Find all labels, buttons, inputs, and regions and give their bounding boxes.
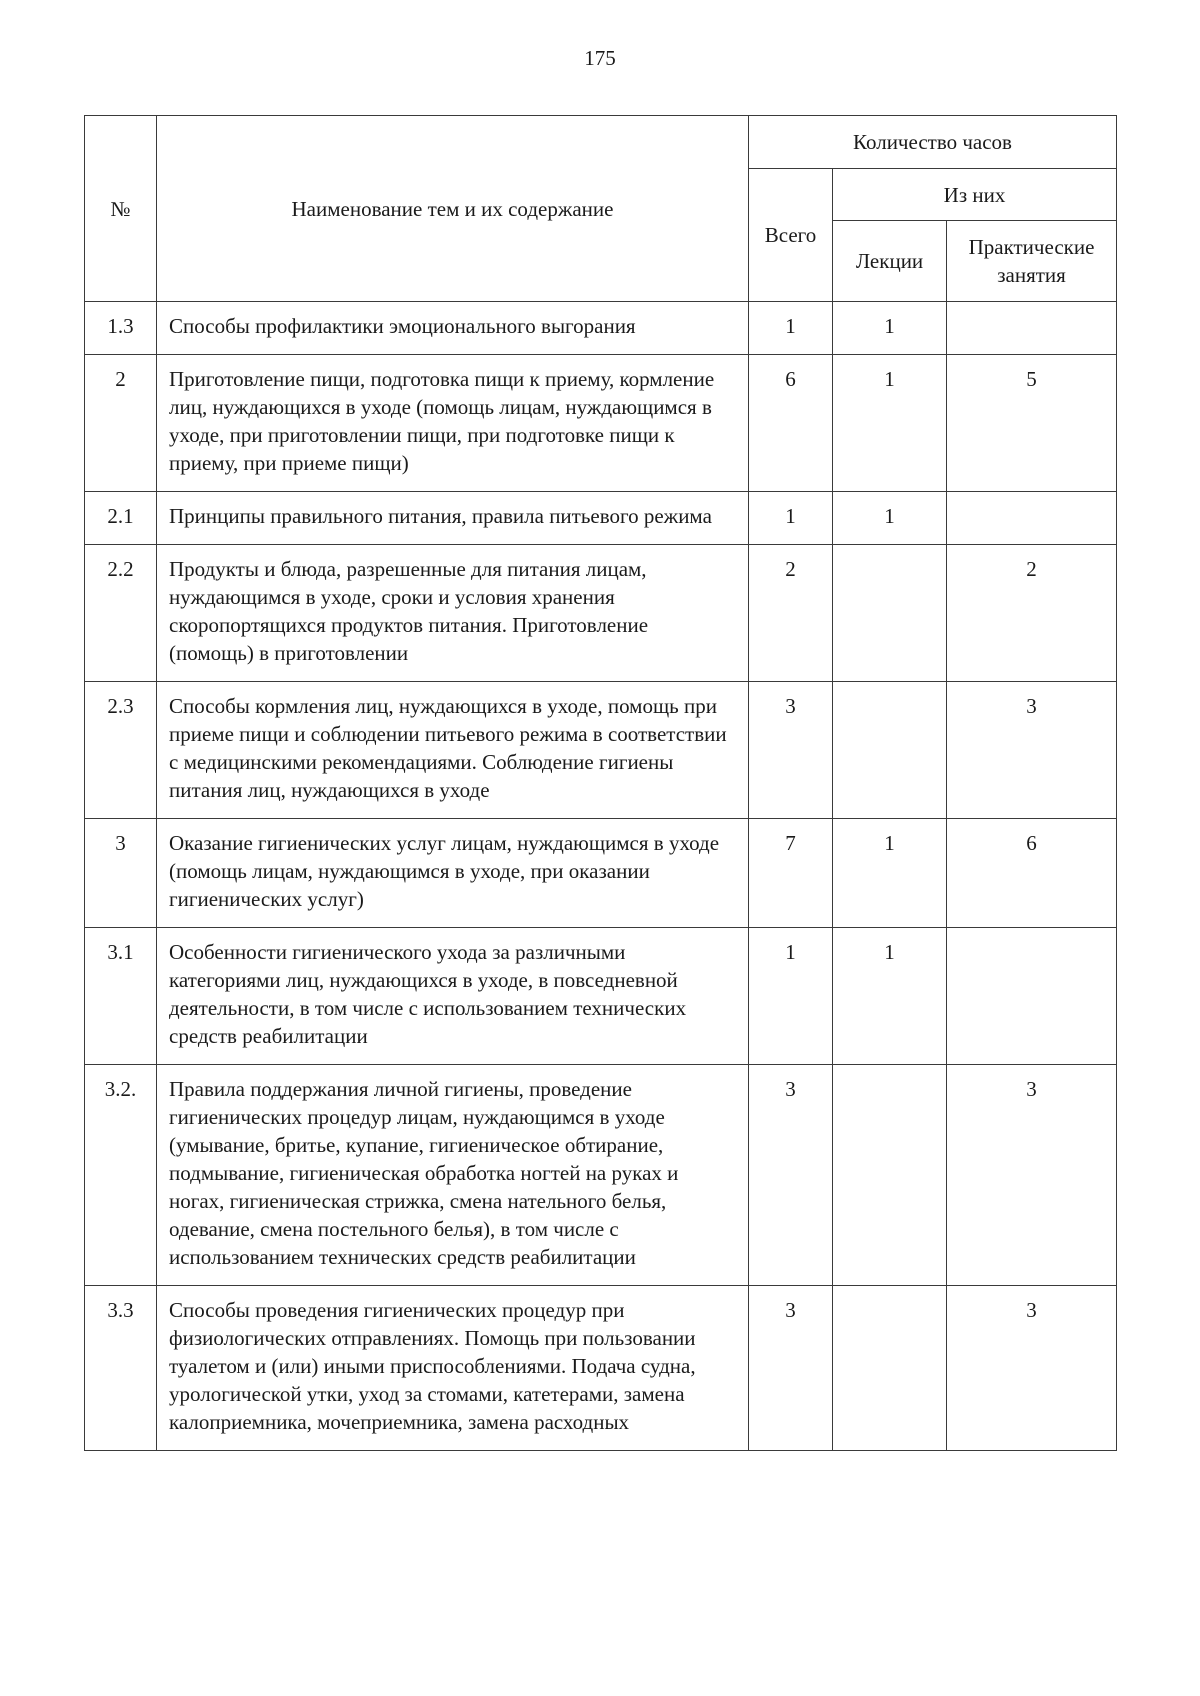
row-topic: Оказание гигиенических услуг лицам, нуждающимся в уходе (помощь лицам, нуждающимся в уходе, при оказании гигиенических услуг) bbox=[157, 819, 749, 928]
table-row bbox=[85, 492, 1117, 545]
row-total: 1 bbox=[749, 302, 833, 355]
row-lectures bbox=[833, 682, 947, 819]
header-practical: Практические занятия bbox=[947, 221, 1117, 302]
row-topic: Особенности гигиенического ухода за различными категориями лиц, нуждающихся в уходе, в повседневной деятельности, в том числе с использованием технических средств реабилитации bbox=[157, 928, 749, 1065]
row-total: 3 bbox=[749, 682, 833, 819]
page-number: 175 bbox=[584, 46, 616, 70]
table-row bbox=[85, 355, 1117, 492]
row-practical: 3 bbox=[947, 1286, 1117, 1451]
header-hours: Количество часов bbox=[749, 116, 1117, 169]
row-total: 7 bbox=[749, 819, 833, 928]
row-lectures: 1 bbox=[833, 928, 947, 1065]
table-row bbox=[85, 928, 1117, 1065]
row-topic: Способы проведения гигиенических процедур при физиологических отправлениях. Помощь при пользовании туалетом и (или) иными приспособлениями. Подача судна, урологической утки, уход за стомами, катетерами, замена калоприемника, мочеприемника, замена расходных bbox=[157, 1286, 749, 1451]
row-number: 2 bbox=[85, 355, 157, 492]
row-topic: Продукты и блюда, разрешенные для питания лицам, нуждающимся в уходе, сроки и условия хранения скоропортящихся продуктов питания. Приготовление (помощь) в приготовлении bbox=[157, 545, 749, 682]
row-lectures: 1 bbox=[833, 819, 947, 928]
row-lectures: 1 bbox=[833, 355, 947, 492]
row-topic: Способы кормления лиц, нуждающихся в уходе, помощь при приеме пищи и соблюдении питьевого режима в соответствии с медицинскими рекомендациями. Соблюдение гигиены питания лиц, нуждающихся в уходе bbox=[157, 682, 749, 819]
row-number: 3.3 bbox=[85, 1286, 157, 1451]
row-total: 6 bbox=[749, 355, 833, 492]
row-topic: Правила поддержания личной гигиены, проведение гигиенических процедур лицам, нуждающимся в уходе (умывание, бритье, купание, гигиеническое обтирание, подмывание, гигиеническая обработка ногтей на руках и ногах, гигиеническая стрижка, смена нательного белья, одевание, смена постельного белья), в том числе с использованием технических средств реабилитации bbox=[157, 1065, 749, 1286]
row-practical bbox=[947, 492, 1117, 545]
row-practical: 6 bbox=[947, 819, 1117, 928]
row-total: 3 bbox=[749, 1286, 833, 1451]
table-row bbox=[85, 682, 1117, 819]
row-total: 2 bbox=[749, 545, 833, 682]
row-total: 3 bbox=[749, 1065, 833, 1286]
row-practical: 2 bbox=[947, 545, 1117, 682]
row-lectures: 1 bbox=[833, 302, 947, 355]
header-of-which: Из них bbox=[833, 169, 1117, 221]
row-practical: 3 bbox=[947, 1065, 1117, 1286]
hours-table bbox=[84, 115, 1117, 1451]
table-row bbox=[85, 302, 1117, 355]
row-number: 2.1 bbox=[85, 492, 157, 545]
row-topic: Способы профилактики эмоционального выгорания bbox=[157, 302, 749, 355]
row-lectures bbox=[833, 1065, 947, 1286]
row-number: 3.1 bbox=[85, 928, 157, 1065]
row-total: 1 bbox=[749, 492, 833, 545]
row-practical: 5 bbox=[947, 355, 1117, 492]
row-topic: Приготовление пищи, подготовка пищи к приему, кормление лиц, нуждающихся в уходе (помощь лицам, нуждающимся в уходе, при приготовлении пищи, при подготовке пищи к приему, при приеме пищи) bbox=[157, 355, 749, 492]
row-lectures bbox=[833, 545, 947, 682]
header-topic: Наименование тем и их содержание bbox=[157, 116, 749, 302]
table-row bbox=[85, 819, 1117, 928]
header-number: № bbox=[85, 116, 157, 302]
header-lectures: Лекции bbox=[833, 221, 947, 302]
row-practical bbox=[947, 928, 1117, 1065]
row-number: 2.3 bbox=[85, 682, 157, 819]
row-practical: 3 bbox=[947, 682, 1117, 819]
table-row bbox=[85, 1065, 1117, 1286]
row-number: 1.3 bbox=[85, 302, 157, 355]
table-row bbox=[85, 545, 1117, 682]
row-practical bbox=[947, 302, 1117, 355]
row-lectures: 1 bbox=[833, 492, 947, 545]
row-total: 1 bbox=[749, 928, 833, 1065]
row-number: 2.2 bbox=[85, 545, 157, 682]
table-row bbox=[85, 1286, 1117, 1451]
row-number: 3.2. bbox=[85, 1065, 157, 1286]
row-number: 3 bbox=[85, 819, 157, 928]
header-total: Всего bbox=[749, 169, 833, 302]
row-lectures bbox=[833, 1286, 947, 1451]
row-topic: Принципы правильного питания, правила питьевого режима bbox=[157, 492, 749, 545]
